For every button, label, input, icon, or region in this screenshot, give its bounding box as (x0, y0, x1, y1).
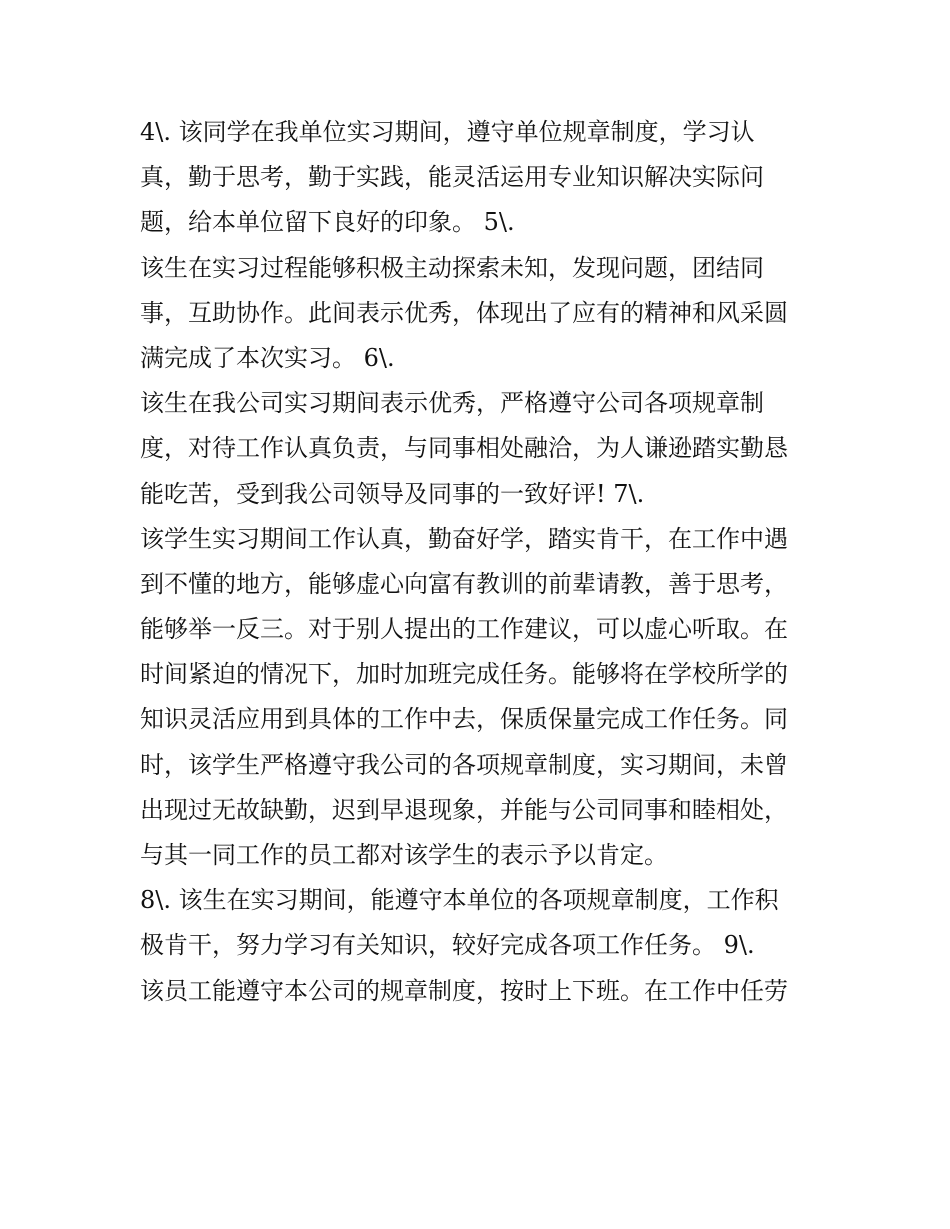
text-line: 时，该学生严格遵守我公司的各项规章制度，实习期间，未曾 (140, 750, 788, 779)
text-line: 事，互助协作。此间表示优秀，体现出了应有的精神和风采圆 (140, 298, 788, 327)
text-line: 知识灵活应用到具体的工作中去，保质保量完成工作任务。同 (140, 705, 788, 734)
text-line: 极肯干，努力学习有关知识，较好完成各项工作任务。 9\. (140, 931, 755, 960)
text-line: 题，给本单位留下良好的印象。 5\. (140, 208, 515, 237)
text-line: 满完成了本次实习。 6\. (140, 343, 395, 372)
text-line: 时间紧迫的情况下，加时加班完成任务。能够将在学校所学的 (140, 660, 788, 689)
text-line: 能够举一反三。对于别人提出的工作建议，可以虚心听取。在 (140, 615, 788, 644)
text-line: 能吃苦，受到我公司领导及同事的一致好评! 7\. (140, 479, 645, 508)
text-line: 4\. 该同学在我单位实习期间，遵守单位规章制度，学习认 (140, 118, 755, 146)
document-body (140, 110, 830, 1014)
text-line: 度，对待工作认真负责，与同事相处融洽，为人谦逊踏实勤恳 (140, 434, 788, 463)
text-line: 出现过无故缺勤，迟到早退现象，并能与公司同事和睦相处， (140, 795, 788, 824)
text-line: 与其一同工作的员工都对该学生的表示予以肯定。 (140, 841, 668, 869)
text-line: 该生在实习过程能够积极主动探索未知，发现问题，团结同 (140, 253, 764, 282)
text-line: 该员工能遵守本公司的规章制度，按时上下班。在工作中任劳 (140, 976, 788, 1005)
text-line: 8\. 该生在实习期间，能遵守本单位的各项规章制度，工作积 (140, 886, 779, 915)
text-line: 到不懂的地方，能够虚心向富有教训的前辈请教，善于思考， (140, 569, 788, 598)
text-line: 该学生实习期间工作认真，勤奋好学，踏实肯干，在工作中遇 (140, 524, 788, 553)
text-line: 该生在我公司实习期间表示优秀，严格遵守公司各项规章制 (140, 389, 764, 418)
text-line: 真，勤于思考，勤于实践，能灵活运用专业知识解决实际问 (140, 163, 764, 192)
